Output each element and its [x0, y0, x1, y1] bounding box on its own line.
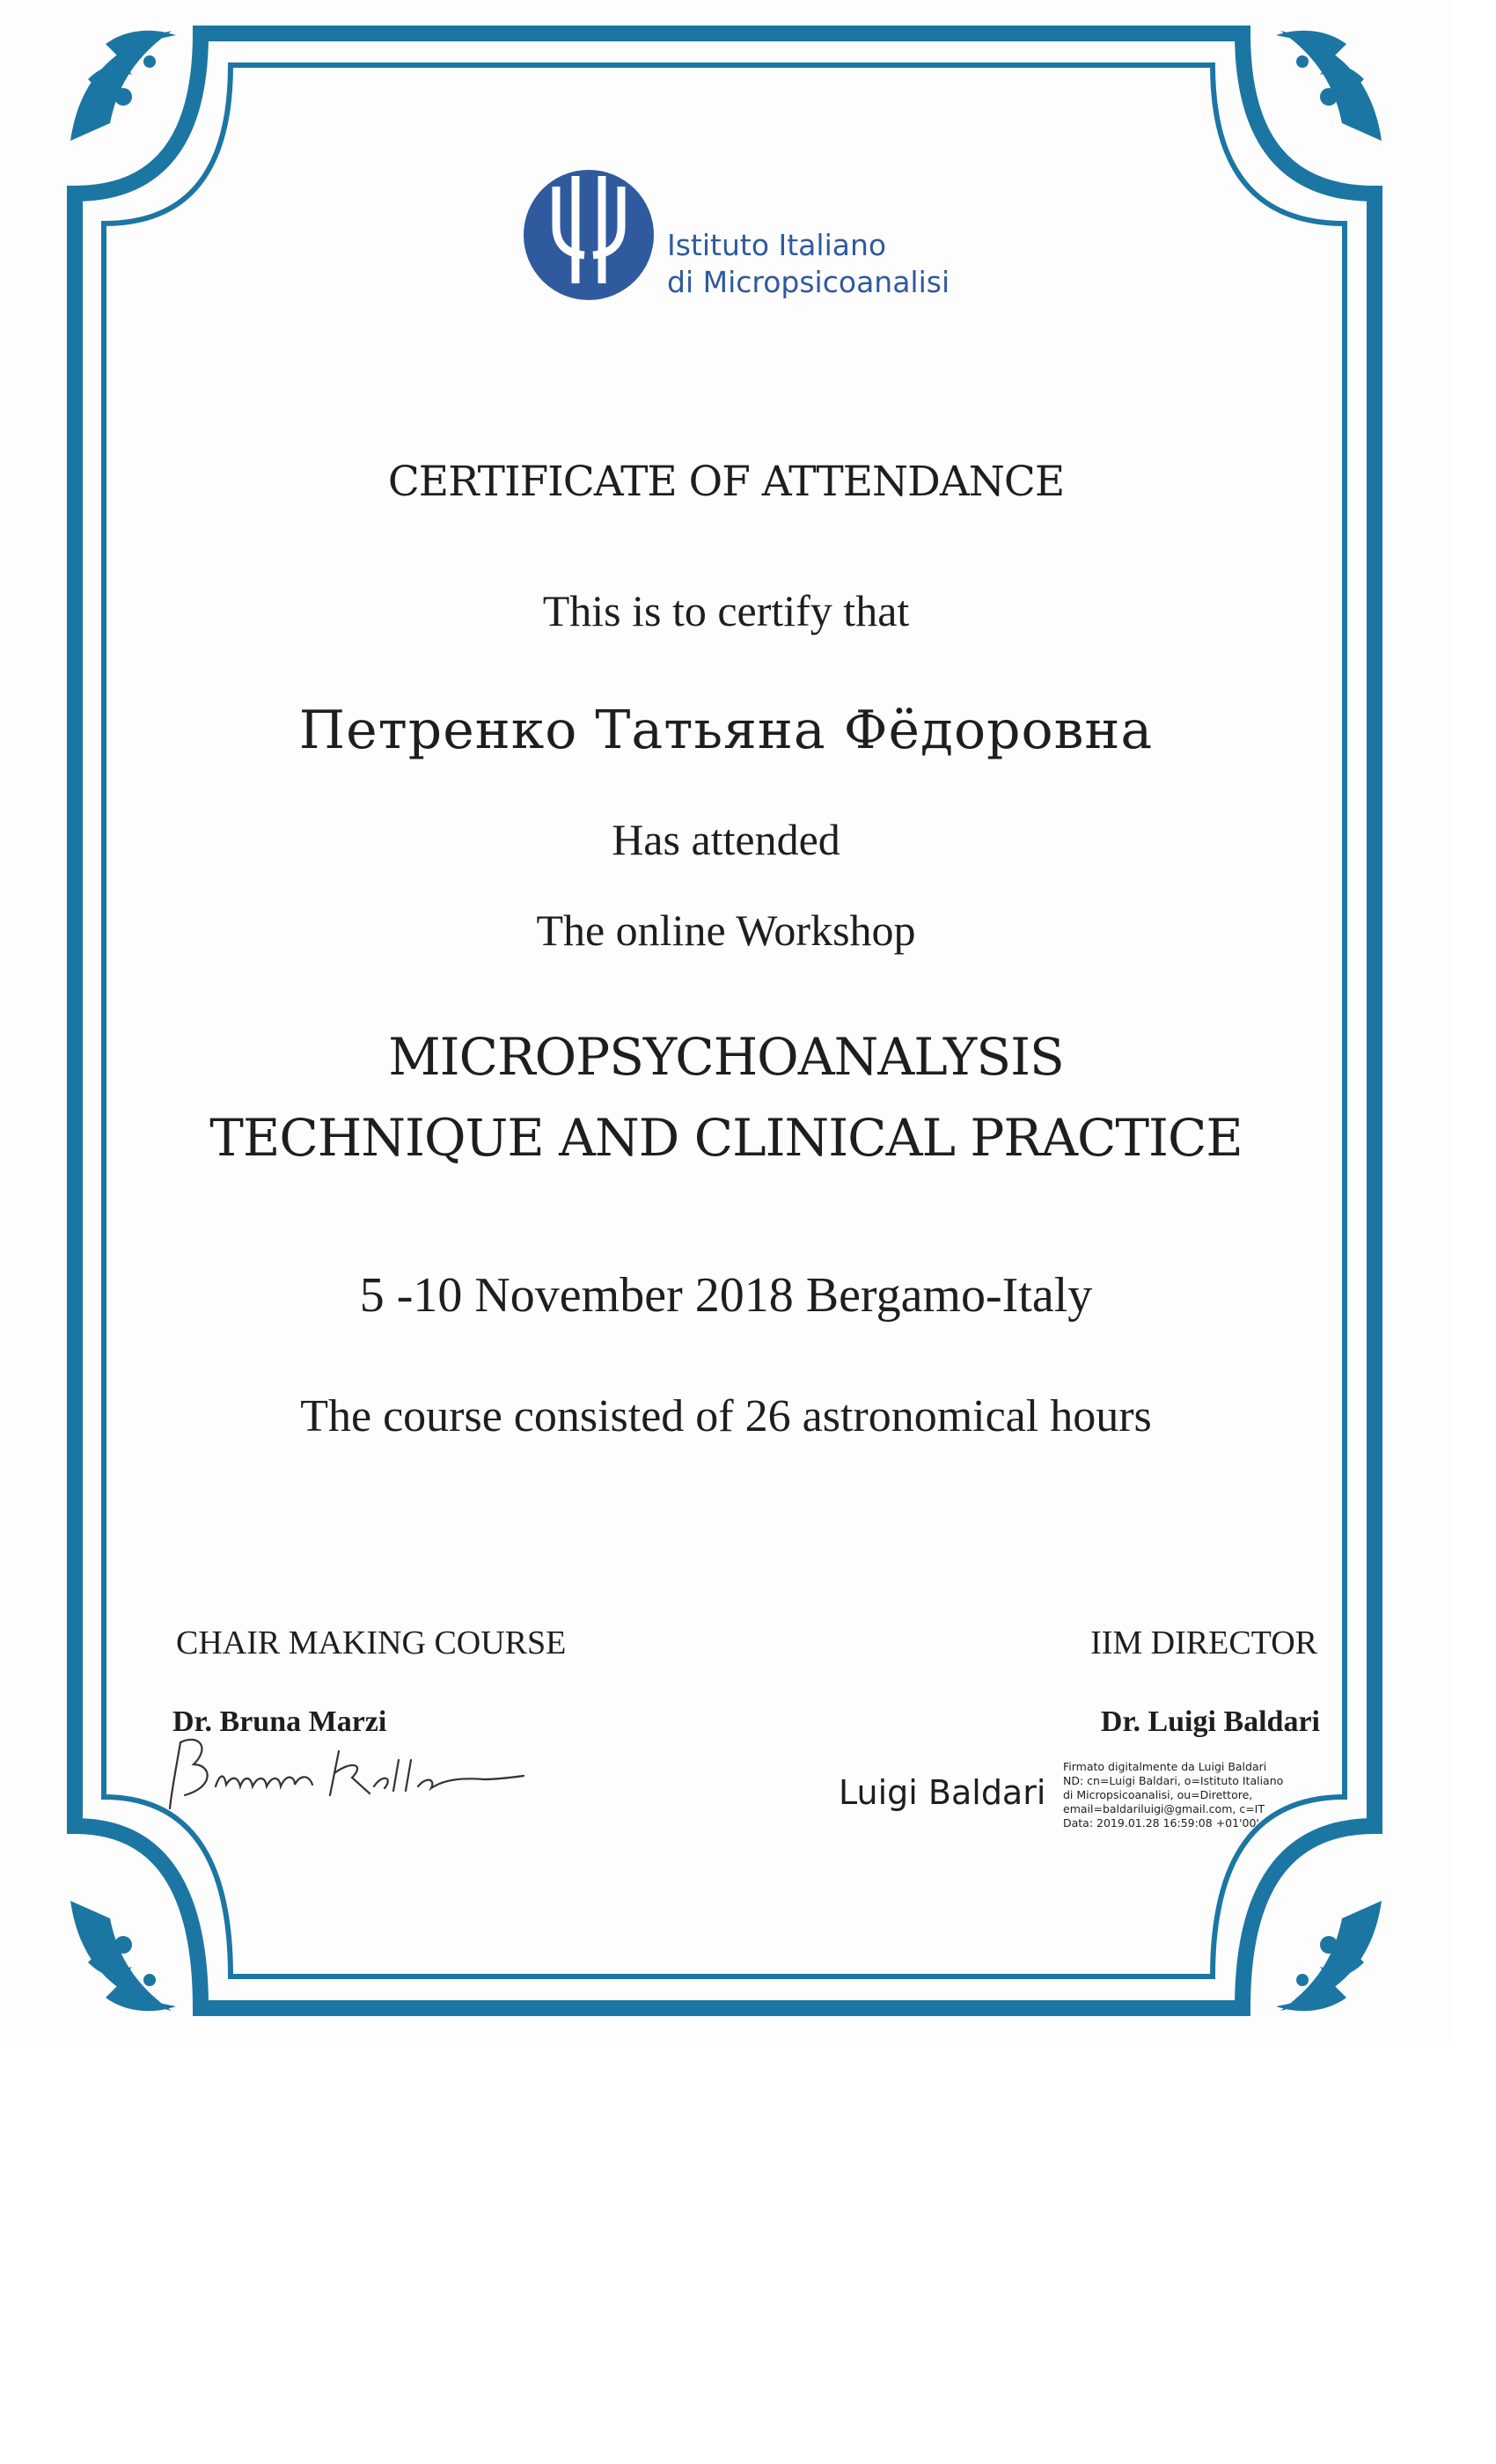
- course-title: [0, 1016, 1452, 1178]
- right-signatory-role: IIM DIRECTOR: [1090, 1624, 1317, 1661]
- certificate-title: CERTIFICATE OF ATTENDANCE: [387, 458, 1065, 506]
- corner-ornament-bottom-right-icon: [1276, 1901, 1382, 2011]
- digital-stamp-line: Firmato digitalmente da Luigi Baldari: [1063, 1760, 1267, 1773]
- course-title-line2: TECHNIQUE AND CLINICAL PRACTICE: [209, 1108, 1243, 1168]
- course-title-line1: MICROPSYCHOANALYSIS: [388, 1027, 1064, 1087]
- corner-ornament-bottom-left-icon: [70, 1901, 176, 2011]
- certify-line: This is to certify that: [542, 586, 910, 635]
- corner-ornament-top-right-icon: [1276, 31, 1382, 141]
- attended-line: Has attended: [612, 815, 840, 864]
- logo-psi-icon: [523, 169, 655, 301]
- right-signatory-name: Dr. Luigi Baldari: [1100, 1705, 1320, 1738]
- digital-signature-stamp: [1063, 1760, 1292, 1830]
- hours-line: The course consisted of 26 astronomical hours: [300, 1391, 1152, 1441]
- digital-stamp-line: Data: 2019.01.28 16:59:08 +01'00': [1063, 1816, 1259, 1830]
- logo-name-line2: di Micropsicoanalisi: [667, 265, 950, 299]
- institute-logo: [519, 165, 1030, 315]
- left-signatory-name: Dr. Bruna Marzi: [172, 1705, 387, 1738]
- handwritten-signature: [163, 1725, 568, 1822]
- recipient-name: Петренко Татьяна Фёдоровна: [298, 700, 1154, 761]
- logo-text: [667, 227, 950, 301]
- dates-location: 5 -10 November 2018 Bergamo-Italy: [359, 1268, 1093, 1323]
- corner-ornament-top-left-icon: [70, 31, 176, 141]
- digital-stamp-line: email=baldariluigi@gmail.com, c=IT: [1063, 1802, 1265, 1815]
- digital-stamp-line: di Micropsicoanalisi, ou=Direttore,: [1063, 1788, 1253, 1801]
- left-signatory-role: CHAIR MAKING COURSE: [176, 1624, 567, 1661]
- workshop-type: The online Workshop: [536, 906, 916, 955]
- logo-name-line1: Istituto Italiano: [667, 228, 887, 262]
- digital-signer-name: Luigi Baldari: [839, 1773, 1046, 1812]
- digital-stamp-line: ND: cn=Luigi Baldari, o=Istituto Italiano: [1063, 1774, 1284, 1787]
